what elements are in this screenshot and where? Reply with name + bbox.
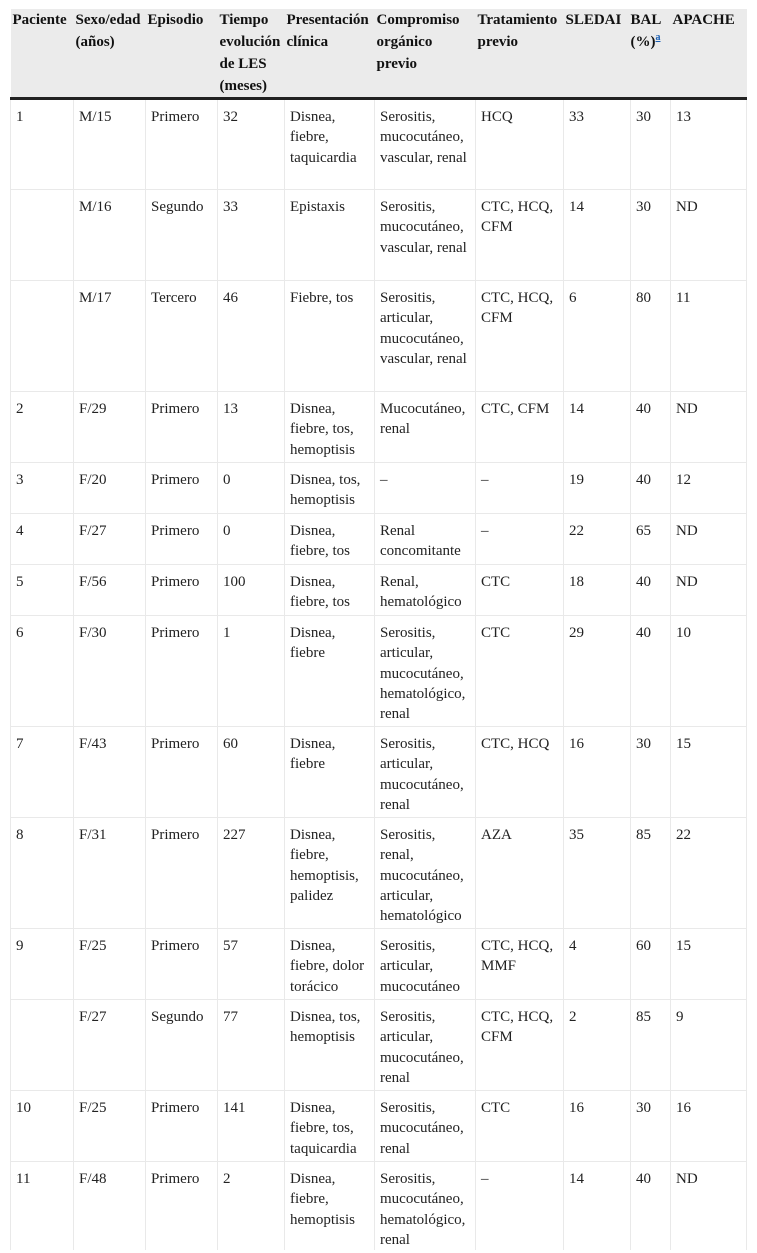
cell-sexo-edad: F/43: [74, 727, 146, 818]
cell-tiempo: 227: [218, 818, 285, 929]
cell-tiempo: 46: [218, 281, 285, 392]
cell-tratamiento: CTC, HCQ, CFM: [476, 1000, 564, 1091]
cell-tiempo: 60: [218, 727, 285, 818]
cell-compromiso: –: [375, 463, 476, 514]
cell-apache: ND: [671, 514, 747, 565]
cell-episodio: Primero: [146, 818, 218, 929]
cell-sledai: 6: [564, 281, 631, 392]
cell-presentacion: Disnea, fiebre, dolor torácico: [285, 929, 375, 1000]
header-presentacion: Presentación clínica: [285, 9, 375, 99]
cell-sledai: 16: [564, 1091, 631, 1162]
cell-tratamiento: –: [476, 1162, 564, 1251]
cell-episodio: Primero: [146, 929, 218, 1000]
cell-compromiso: Serositis, articular, mucocutáneo: [375, 929, 476, 1000]
header-apache: APACHE: [671, 9, 747, 99]
cell-presentacion: Disnea, tos, hemoptisis: [285, 463, 375, 514]
cell-presentacion: Epistaxis: [285, 190, 375, 281]
cell-tiempo: 57: [218, 929, 285, 1000]
cell-episodio: Primero: [146, 392, 218, 463]
cell-tiempo: 0: [218, 463, 285, 514]
cell-apache: 10: [671, 616, 747, 727]
cell-sledai: 19: [564, 463, 631, 514]
cell-tratamiento: CTC, HCQ, CFM: [476, 281, 564, 392]
cell-paciente: 4: [11, 514, 74, 565]
cell-apache: ND: [671, 392, 747, 463]
cell-presentacion: Disnea, fiebre, hemoptisis, palidez: [285, 818, 375, 929]
cell-apache: 15: [671, 727, 747, 818]
footnote-link-a[interactable]: a: [655, 32, 661, 43]
table-row: [11, 281, 747, 392]
cell-episodio: Segundo: [146, 1000, 218, 1091]
header-bal-label: BAL: [630, 12, 662, 28]
cell-apache: 12: [671, 463, 747, 514]
cell-sexo-edad: M/15: [74, 99, 146, 190]
cell-sledai: 2: [564, 1000, 631, 1091]
cell-tiempo: 32: [218, 99, 285, 190]
cell-bal: 40: [631, 392, 671, 463]
cell-sexo-edad: M/17: [74, 281, 146, 392]
cell-apache: 9: [671, 1000, 747, 1091]
header-tiempo: Tiempo evolución de LES (meses): [218, 9, 285, 99]
table-row: [11, 392, 747, 463]
cell-compromiso: Serositis, mucocutáneo, hematológico, renal: [375, 1162, 476, 1251]
header-paciente: Paciente: [11, 9, 74, 99]
cell-paciente: [11, 1000, 74, 1091]
cell-presentacion: Disnea, fiebre, tos, hemoptisis: [285, 392, 375, 463]
cell-paciente: 6: [11, 616, 74, 727]
cell-compromiso: Serositis, articular, mucocutáneo, hematológico, renal: [375, 616, 476, 727]
cell-paciente: 5: [11, 565, 74, 616]
cell-sledai: 18: [564, 565, 631, 616]
cell-compromiso: Renal, hematológico: [375, 565, 476, 616]
table-row: [11, 99, 747, 190]
cell-sexo-edad: F/30: [74, 616, 146, 727]
cell-bal: 30: [631, 99, 671, 190]
cell-compromiso: Serositis, mucocutáneo, vascular, renal: [375, 99, 476, 190]
cell-bal: 85: [631, 818, 671, 929]
table-row: [11, 1000, 747, 1091]
cell-paciente: 9: [11, 929, 74, 1000]
cell-tratamiento: CTC: [476, 565, 564, 616]
cell-sledai: 14: [564, 392, 631, 463]
cell-presentacion: Disnea, fiebre, tos: [285, 565, 375, 616]
cell-sledai: 22: [564, 514, 631, 565]
cell-sexo-edad: F/25: [74, 1091, 146, 1162]
cell-apache: ND: [671, 565, 747, 616]
cell-apache: 13: [671, 99, 747, 190]
cell-bal: 65: [631, 514, 671, 565]
cell-tratamiento: CTC: [476, 616, 564, 727]
cell-compromiso: Renal concomitante: [375, 514, 476, 565]
cell-paciente: 11: [11, 1162, 74, 1251]
table-container: [10, 9, 746, 1250]
cell-bal: 40: [631, 463, 671, 514]
cell-apache: 22: [671, 818, 747, 929]
cell-presentacion: Disnea, fiebre: [285, 616, 375, 727]
cell-presentacion: Disnea, fiebre, tos, taquicardia: [285, 1091, 375, 1162]
cell-sledai: 35: [564, 818, 631, 929]
cell-presentacion: Disnea, fiebre: [285, 727, 375, 818]
header-compromiso: Compromiso orgánico previo: [375, 9, 476, 99]
cell-tratamiento: –: [476, 463, 564, 514]
cell-apache: 15: [671, 929, 747, 1000]
cell-bal: 40: [631, 565, 671, 616]
table-row: [11, 818, 747, 929]
cell-compromiso: Serositis, articular, mucocutáneo, vascular, renal: [375, 281, 476, 392]
cell-episodio: Tercero: [146, 281, 218, 392]
header-bal: [631, 9, 671, 99]
cell-sledai: 14: [564, 190, 631, 281]
cell-tratamiento: CTC, HCQ, MMF: [476, 929, 564, 1000]
cell-sledai: 33: [564, 99, 631, 190]
cell-sexo-edad: F/56: [74, 565, 146, 616]
cell-tratamiento: CTC, HCQ: [476, 727, 564, 818]
cell-tiempo: 33: [218, 190, 285, 281]
cell-tiempo: 100: [218, 565, 285, 616]
cell-sledai: 4: [564, 929, 631, 1000]
cell-bal: 60: [631, 929, 671, 1000]
cell-episodio: Segundo: [146, 190, 218, 281]
table-row: [11, 565, 747, 616]
cell-paciente: 1: [11, 99, 74, 190]
cell-presentacion: Disnea, fiebre, hemoptisis: [285, 1162, 375, 1251]
cell-presentacion: Disnea, fiebre, taquicardia: [285, 99, 375, 190]
table-row: [11, 463, 747, 514]
cell-paciente: 10: [11, 1091, 74, 1162]
cell-compromiso: Serositis, articular, mucocutáneo, renal: [375, 727, 476, 818]
table-header-row: [11, 9, 747, 99]
cell-episodio: Primero: [146, 1091, 218, 1162]
cell-tratamiento: CTC: [476, 1091, 564, 1162]
cell-sexo-edad: F/27: [74, 514, 146, 565]
cell-sledai: 29: [564, 616, 631, 727]
cell-sexo-edad: F/29: [74, 392, 146, 463]
cell-presentacion: Disnea, tos, hemoptisis: [285, 1000, 375, 1091]
table-row: [11, 1091, 747, 1162]
cell-sexo-edad: M/16: [74, 190, 146, 281]
cell-tratamiento: AZA: [476, 818, 564, 929]
cell-bal: 40: [631, 1162, 671, 1251]
cell-tratamiento: HCQ: [476, 99, 564, 190]
header-tratamiento: Tratamiento previo: [476, 9, 564, 99]
header-episodio: Episodio: [146, 9, 218, 99]
cell-paciente: 2: [11, 392, 74, 463]
cell-tiempo: 2: [218, 1162, 285, 1251]
cell-bal: 30: [631, 1091, 671, 1162]
cell-apache: 16: [671, 1091, 747, 1162]
header-sexo-edad: Sexo/edad (años): [74, 9, 146, 99]
cell-apache: 11: [671, 281, 747, 392]
table-row: [11, 616, 747, 727]
cell-compromiso: Serositis, mucocutáneo, renal: [375, 1091, 476, 1162]
cell-apache: ND: [671, 190, 747, 281]
cell-bal: 85: [631, 1000, 671, 1091]
cell-compromiso: Serositis, articular, mucocutáneo, renal: [375, 1000, 476, 1091]
cell-episodio: Primero: [146, 1162, 218, 1251]
cell-paciente: [11, 190, 74, 281]
header-sledai: SLEDAI: [564, 9, 631, 99]
cell-tiempo: 0: [218, 514, 285, 565]
cell-tratamiento: –: [476, 514, 564, 565]
table-row: [11, 929, 747, 1000]
cell-sledai: 14: [564, 1162, 631, 1251]
cell-paciente: 7: [11, 727, 74, 818]
cell-tratamiento: CTC, HCQ, CFM: [476, 190, 564, 281]
cell-sexo-edad: F/48: [74, 1162, 146, 1251]
cell-sexo-edad: F/25: [74, 929, 146, 1000]
cell-paciente: [11, 281, 74, 392]
cell-episodio: Primero: [146, 565, 218, 616]
cell-episodio: Primero: [146, 514, 218, 565]
cell-tiempo: 141: [218, 1091, 285, 1162]
cell-tiempo: 1: [218, 616, 285, 727]
cell-apache: ND: [671, 1162, 747, 1251]
cell-sexo-edad: F/27: [74, 1000, 146, 1091]
cell-tratamiento: CTC, CFM: [476, 392, 564, 463]
cell-presentacion: Disnea, fiebre, tos: [285, 514, 375, 565]
cell-sledai: 16: [564, 727, 631, 818]
table-row: [11, 1162, 747, 1251]
cell-episodio: Primero: [146, 463, 218, 514]
cell-episodio: Primero: [146, 727, 218, 818]
cell-tiempo: 77: [218, 1000, 285, 1091]
patients-table: [10, 9, 747, 1250]
cell-bal: 30: [631, 727, 671, 818]
cell-paciente: 3: [11, 463, 74, 514]
cell-bal: 80: [631, 281, 671, 392]
cell-sexo-edad: F/20: [74, 463, 146, 514]
cell-presentacion: Fiebre, tos: [285, 281, 375, 392]
cell-compromiso: Serositis, mucocutáneo, vascular, renal: [375, 190, 476, 281]
cell-compromiso: Serositis, renal, mucocutáneo, articular, hematológico: [375, 818, 476, 929]
cell-sexo-edad: F/31: [74, 818, 146, 929]
cell-bal: 30: [631, 190, 671, 281]
cell-paciente: 8: [11, 818, 74, 929]
cell-bal: 40: [631, 616, 671, 727]
cell-compromiso: Mucocutáneo, renal: [375, 392, 476, 463]
cell-episodio: Primero: [146, 99, 218, 190]
table-row: [11, 190, 747, 281]
table-row: [11, 727, 747, 818]
table-row: [11, 514, 747, 565]
cell-tiempo: 13: [218, 392, 285, 463]
cell-episodio: Primero: [146, 616, 218, 727]
table-body: [11, 99, 747, 1251]
header-bal-unit: (%): [630, 34, 656, 50]
